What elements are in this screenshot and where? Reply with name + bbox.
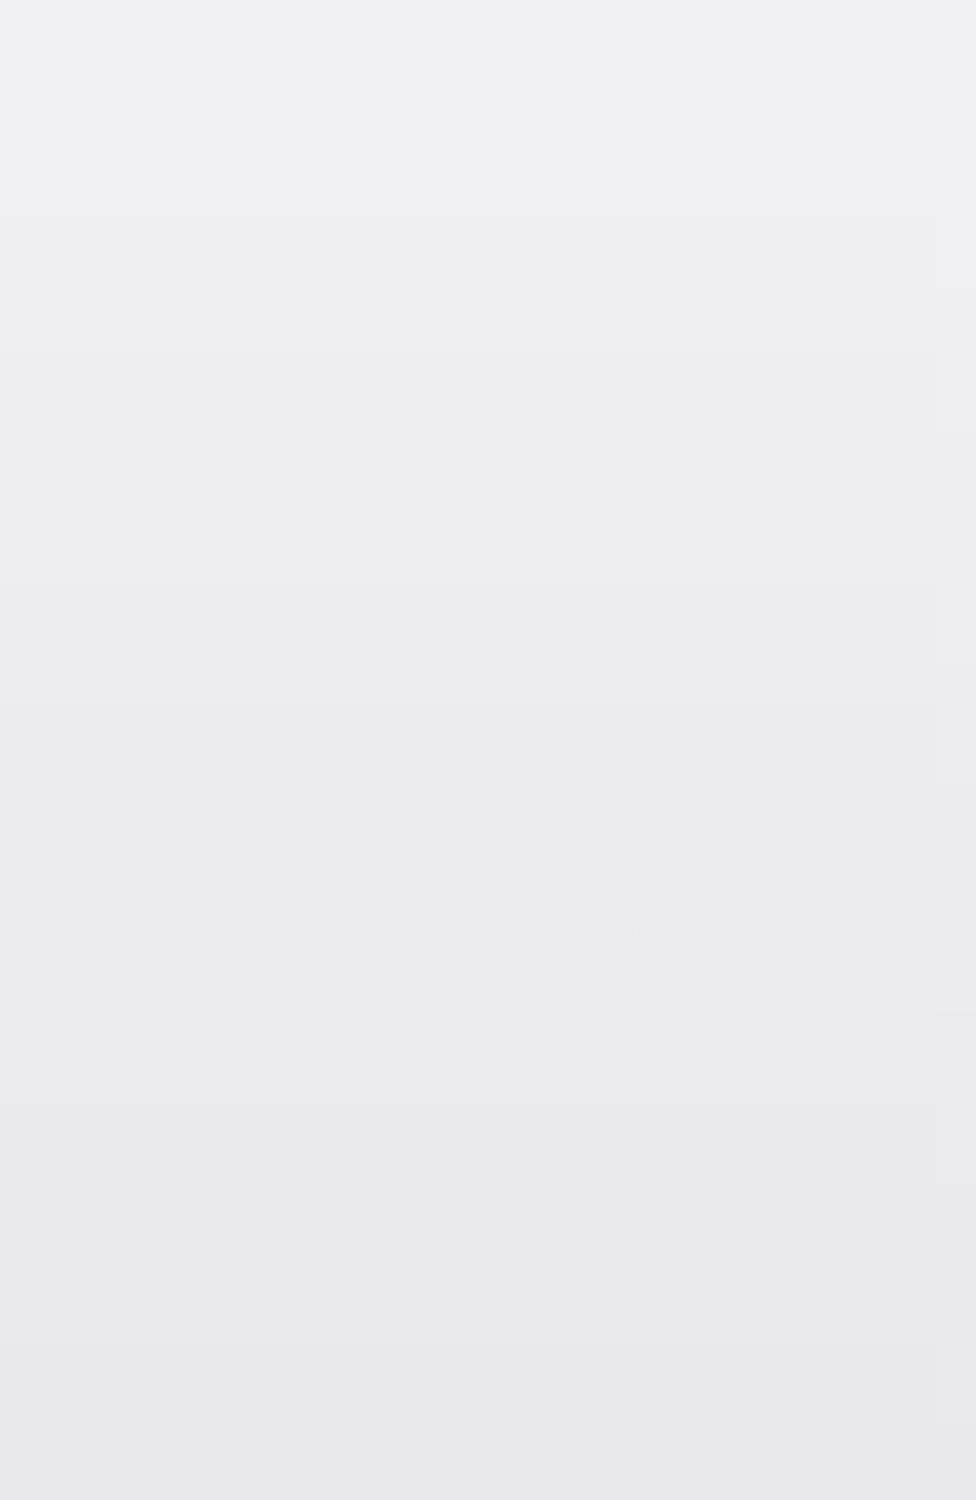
toc-section <box>0 1392 976 1423</box>
table-of-contents <box>0 90 976 1423</box>
